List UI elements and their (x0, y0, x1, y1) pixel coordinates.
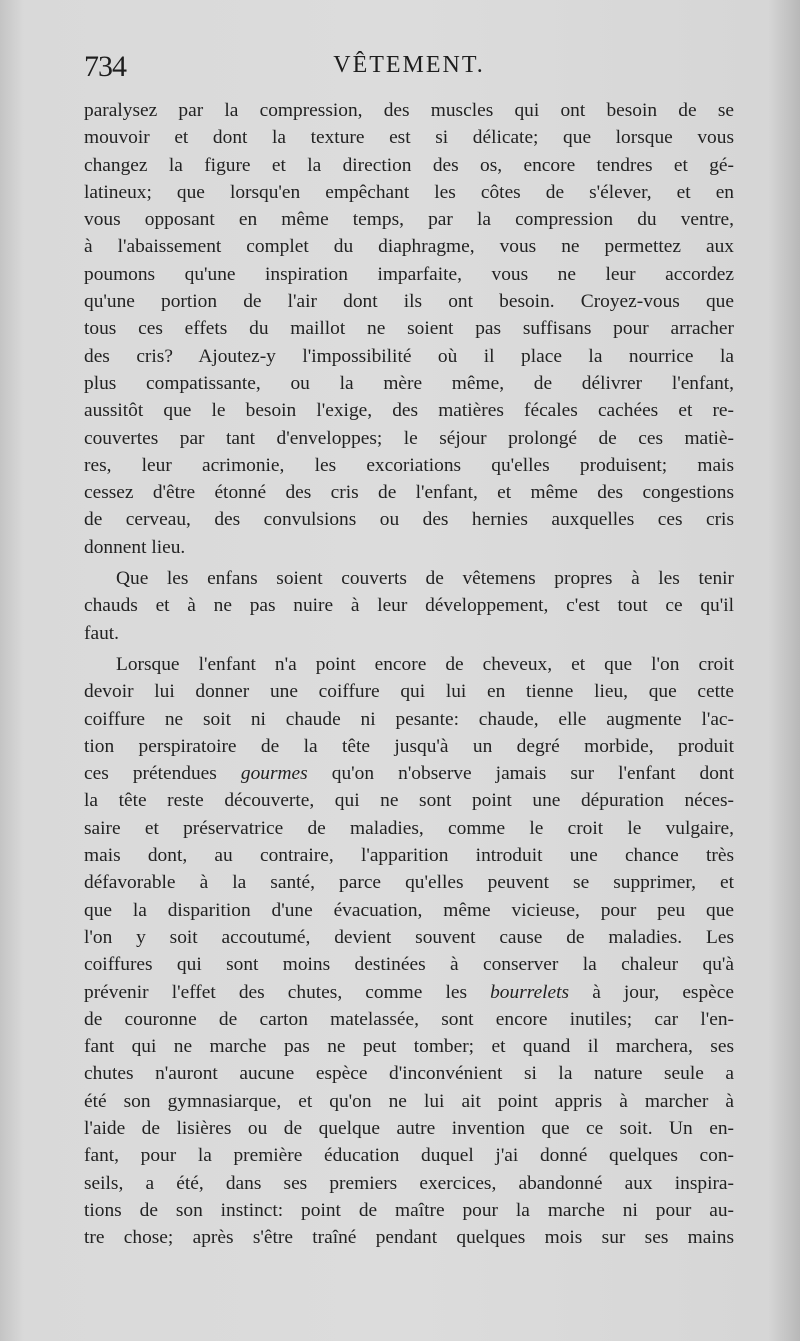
text-segment: prévenir l'effet des chutes, comme les (84, 981, 467, 1003)
text-line (84, 979, 734, 1006)
text-line: latineux; que lorsqu'en empêchant les côtes de s'élever, et en (84, 181, 734, 203)
text-line: changez la figure et la direction des os, encore tendres et gé- (84, 154, 734, 176)
text-line: l'on y soit accoutumé, devient souvent cause de maladies. Les (84, 926, 734, 948)
text-line: fant qui ne marche pas ne peut tomber; et quand il marchera, ses (84, 1036, 734, 1058)
text-line: fant, pour la première éducation duquel j'ai donné quelques con- (84, 1145, 734, 1167)
text-line: Lorsque l'enfant n'a point encore de cheveux, et que l'on croit (116, 653, 734, 675)
text-line: seils, a été, dans ses premiers exercices, abandonné aux inspira- (84, 1172, 734, 1194)
text-segment: à jour, espèce (592, 981, 734, 1003)
text-line: Que les enfans soient couverts de vêtemens propres à les tenir (116, 568, 734, 590)
text-line: tion perspiratoire de la tête jusqu'à un degré morbide, produit (84, 735, 734, 757)
text-line: défavorable à la santé, parce qu'elles peuvent se supprimer, et (84, 872, 734, 894)
text-line: couvertes par tant d'enveloppes; le séjour prolongé de ces matiè- (84, 427, 734, 449)
text-line: aussitôt que le besoin l'exige, des matières fécales cachées et re- (84, 400, 734, 422)
text-line: plus compatissante, ou la mère même, de délivrer l'enfant, (84, 372, 734, 394)
page-header (84, 50, 734, 90)
text-line: poumons qu'une inspiration imparfaite, vous ne leur accordez (84, 263, 734, 285)
text-line: coiffures qui sont moins destinées à conserver la chaleur qu'à (84, 954, 734, 976)
text-line: mais dont, au contraire, l'apparition introduit une chance très (84, 845, 734, 867)
text-line: devoir lui donner une coiffure qui lui en tienne lieu, que cette (84, 681, 734, 703)
page-number: 734 (84, 50, 126, 83)
italic-term: gourmes (240, 763, 308, 785)
body-text (84, 97, 734, 1251)
text-segment: ces prétendues (84, 763, 217, 785)
text-line: paralysez par la compression, des muscles qui ont besoin de se (84, 100, 734, 121)
text-line: cessez d'être étonné des cris de l'enfant, et même des congestions (84, 482, 734, 504)
text-line: faut. (84, 622, 119, 644)
text-line: tre chose; après s'être traîné pendant quelques mois sur ses mains (84, 1227, 734, 1249)
text-line: chutes n'auront aucune espèce d'inconvénient si la nature seule a (84, 1063, 734, 1085)
text-line: saire et préservatrice de maladies, comme le croit le vulgaire, (84, 817, 734, 839)
text-line: donnent lieu. (84, 536, 186, 558)
text-line: qu'une portion de l'air dont ils ont besoin. Croyez-vous que (84, 291, 734, 313)
text-line: la tête reste découverte, qui ne sont point une dépuration néces- (84, 790, 734, 812)
text-line: de couronne de carton matelassée, sont encore inutiles; car l'en- (84, 1008, 734, 1030)
text-line: vous opposant en même temps, par la compression du ventre, (84, 209, 734, 231)
text-line: mouvoir et dont la texture est si délicate; que lorsque vous (84, 127, 734, 149)
italic-term: bourrelets (490, 981, 570, 1003)
text-line: res, leur acrimonie, les excoriations qu'elles produisent; mais (84, 454, 734, 476)
text-line: chauds et à ne pas nuire à leur développement, c'est tout ce qu'il (84, 595, 734, 617)
text-line: des cris? Ajoutez-y l'impossibilité où il place la nourrice la (84, 345, 734, 367)
text-line: coiffure ne soit ni chaude ni pesante: chaude, elle augmente l'ac- (84, 708, 734, 730)
running-head: VÊTEMENT. (333, 52, 485, 78)
text-line: à l'abaissement complet du diaphragme, vous ne permettez aux (84, 236, 734, 258)
text-line: été son gymnasiarque, et qu'on ne lui ait point appris à marcher à (84, 1090, 734, 1112)
text-line: tous ces effets du maillot ne soient pas suffisans pour arracher (84, 318, 734, 340)
text-line (84, 760, 734, 787)
text-line: l'aide de lisières ou de quelque autre invention que ce soit. Un en- (84, 1117, 734, 1139)
text-line: que la disparition d'une évacuation, même vicieuse, pour peu que (84, 899, 734, 921)
text-line: tions de son instinct: point de maître pour la marche ni pour au- (84, 1199, 734, 1221)
text-line: de cerveau, des convulsions ou des hernies auxquelles ces cris (84, 509, 734, 531)
text-segment: qu'on n'observe jamais sur l'enfant dont (331, 763, 734, 785)
